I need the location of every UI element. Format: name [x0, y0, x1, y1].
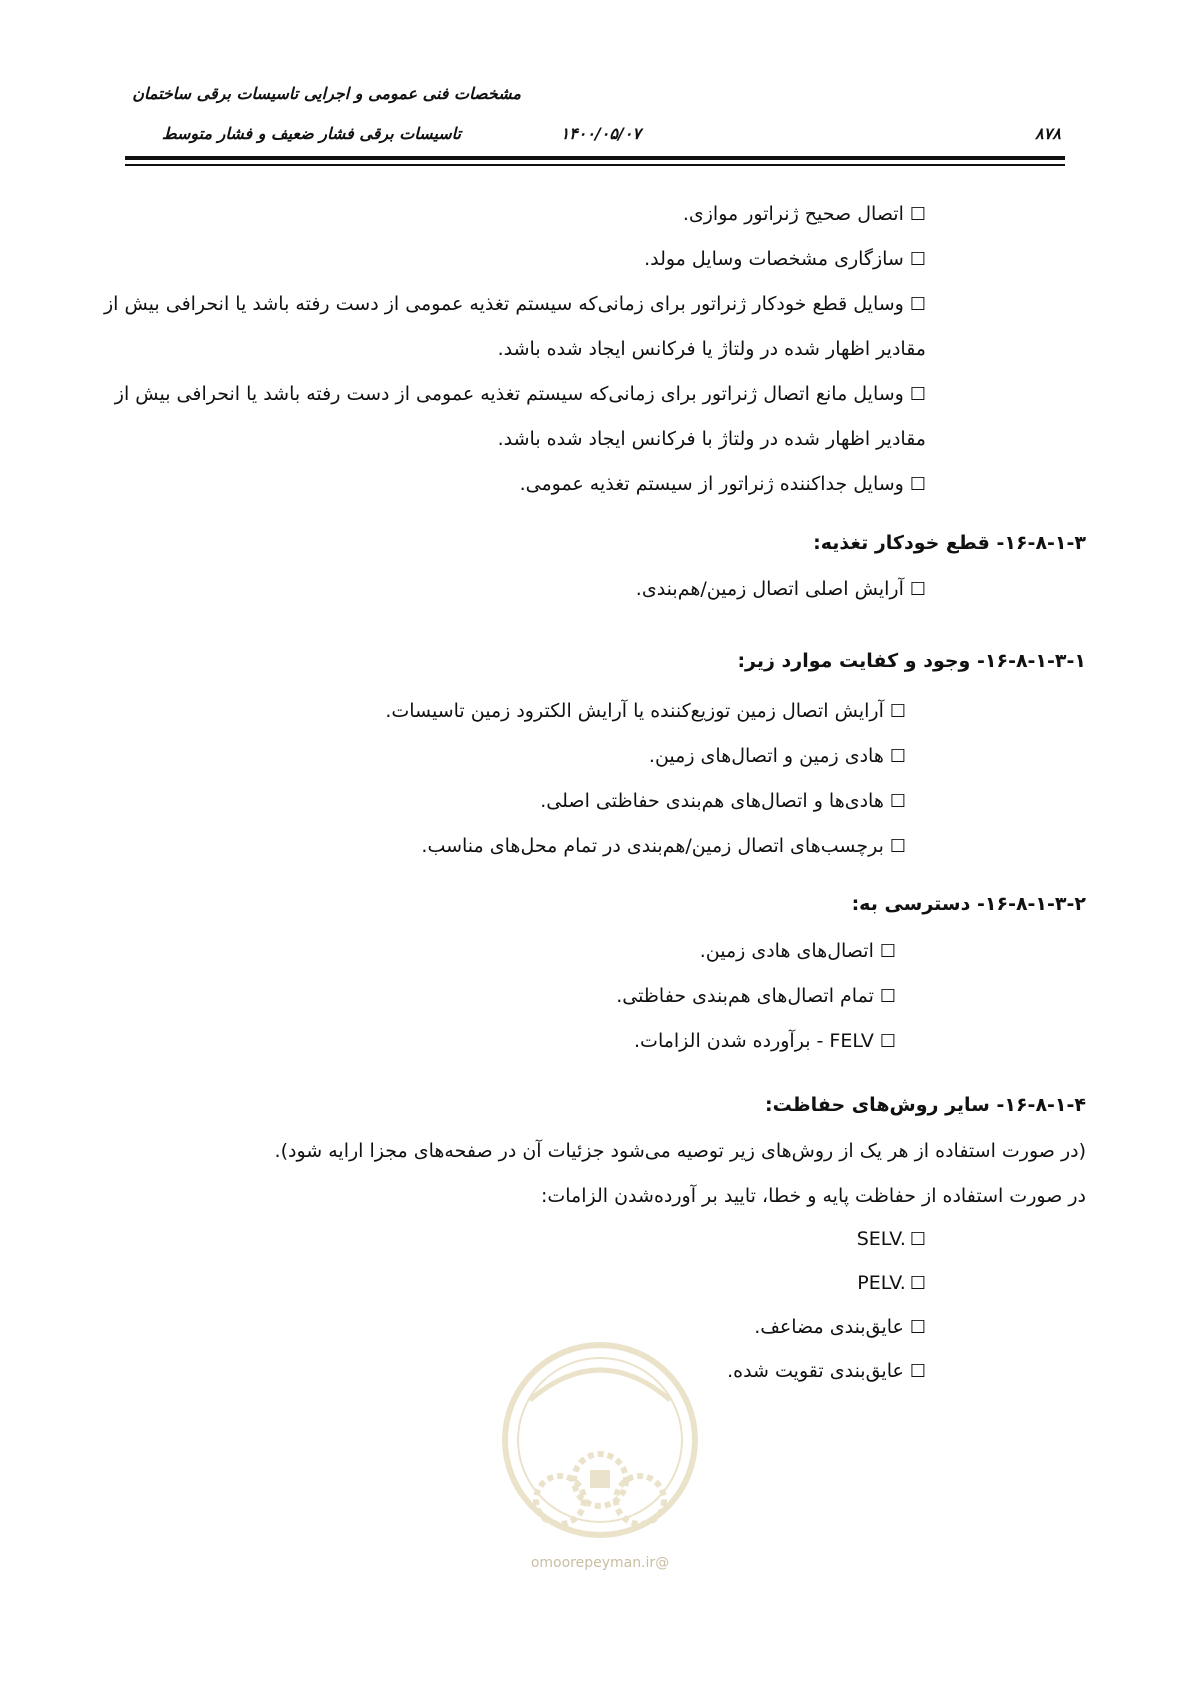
checklist-item: ☐سازگاری مشخصات وسایل مولد.: [644, 248, 926, 270]
checkbox-icon: ☐: [909, 294, 926, 315]
checklist-item: ☐اتصال‌های هادی زمین.: [699, 940, 896, 962]
paragraph-line: ☐وسایل مانع اتصال ژنراتور برای زمانی‌که سیستم تغذیه عمومی از دست رفته باشد یا انحرافی بیش از: [114, 383, 926, 405]
checkbox-icon: ☐: [889, 746, 906, 767]
checkbox-icon: ☐: [889, 836, 906, 857]
checklist-item: ☐آرایش اتصال زمین توزیع‌کننده یا آرایش الکترود زمین تاسیسات.: [385, 700, 906, 722]
document-title: مشخصات فنی عمومی و اجرایی تاسیسات برقی ساختمان: [132, 84, 521, 103]
checkbox-icon: ☐: [909, 249, 926, 270]
checkbox-icon: ☐: [879, 941, 896, 962]
section-intro: در صورت استفاده از حفاظت پایه و خطا، تایید بر آورده‌شدن الزامات:: [540, 1185, 1086, 1207]
paragraph-line: مقادیر اظهار شده در ولتاژ یا فرکانس ایجاد شده باشد.: [497, 338, 926, 360]
paragraph-line: مقادیر اظهار شده در ولتاژ با فرکانس ایجاد شده باشد.: [497, 428, 926, 450]
checkbox-icon: ☐: [879, 986, 896, 1007]
checklist-item: ☐اتصال صحیح ژنراتور موازی.: [682, 203, 926, 225]
checkbox-icon: ☐: [909, 579, 926, 600]
checklist-item: ☐آرایش اصلی اتصال زمین/هم‌بندی.: [635, 578, 926, 600]
paragraph-line: ☐وسایل قطع خودکار ژنراتور برای زمانی‌که سیستم تغذیه عمومی از دست رفته باشد یا انحرافی بیش از: [103, 293, 926, 315]
header-rule-thin: [125, 164, 1065, 166]
checklist-item: PELV. ☐: [857, 1272, 926, 1294]
checkbox-icon: ☐: [909, 204, 926, 225]
watermark-text: @omoorepeyman.ir: [530, 1555, 670, 1571]
section-heading: ۱۶-۸-۱-۴- سایر روش‌های حفاظت:: [765, 1094, 1086, 1116]
checklist-item: ☐عایق‌بندی مضاعف.: [754, 1316, 926, 1338]
checkbox-icon: ☐: [879, 1031, 896, 1052]
checkbox-icon: ☐: [889, 701, 906, 722]
checklist-item: ☐تمام اتصال‌های هم‌بندی حفاظتی.: [616, 985, 896, 1007]
checklist-item: ☐برچسب‌های اتصال زمین/هم‌بندی در تمام محل‌های مناسب.: [421, 835, 906, 857]
checklist-item: ☐هادی زمین و اتصال‌های زمین.: [648, 745, 906, 767]
checklist-item: ☐هادی‌ها و اتصال‌های هم‌بندی حفاظتی اصلی.: [540, 790, 906, 812]
header-date: ۱۴۰۰/۰۵/۰۷: [560, 124, 641, 143]
section-heading: ۱۶-۸-۱-۳-۱- وجود و کفایت موارد زیر:: [737, 650, 1086, 672]
checklist-item: SELV. ☐: [856, 1228, 926, 1250]
checklist-item: ☐عایق‌بندی تقویت شده.: [727, 1360, 926, 1382]
checkbox-icon: ☐: [909, 1361, 926, 1382]
section-heading: ۱۶-۸-۱-۳- قطع خودکار تغذیه:: [813, 532, 1086, 554]
section-note: (در صورت استفاده از هر یک از روش‌های زیر توصیه می‌شود جزئیات آن در صفحه‌های مجزا ارایه شود).: [274, 1140, 1086, 1162]
section-heading: ۱۶-۸-۱-۳-۲- دسترسی به:: [851, 893, 1086, 915]
section-name: تاسیسات برقی فشار ضعیف و فشار متوسط: [161, 124, 461, 143]
checklist-item: ☐وسایل جداکننده ژنراتور از سیستم تغذیه عمومی.: [519, 473, 926, 495]
checkbox-icon: ☐: [909, 1229, 926, 1250]
checkbox-icon: ☐: [909, 1273, 926, 1294]
checkbox-icon: ☐: [889, 791, 906, 812]
checklist-item: ☐FELV - برآورده شدن الزامات.: [634, 1030, 896, 1052]
seal-logo-icon: [490, 1330, 710, 1570]
checkbox-icon: ☐: [909, 1317, 926, 1338]
header-rule-thick: [125, 156, 1065, 160]
checkbox-icon: ☐: [909, 384, 926, 405]
checkbox-icon: ☐: [909, 474, 926, 495]
page-number: ۸۷۸: [1035, 124, 1061, 143]
